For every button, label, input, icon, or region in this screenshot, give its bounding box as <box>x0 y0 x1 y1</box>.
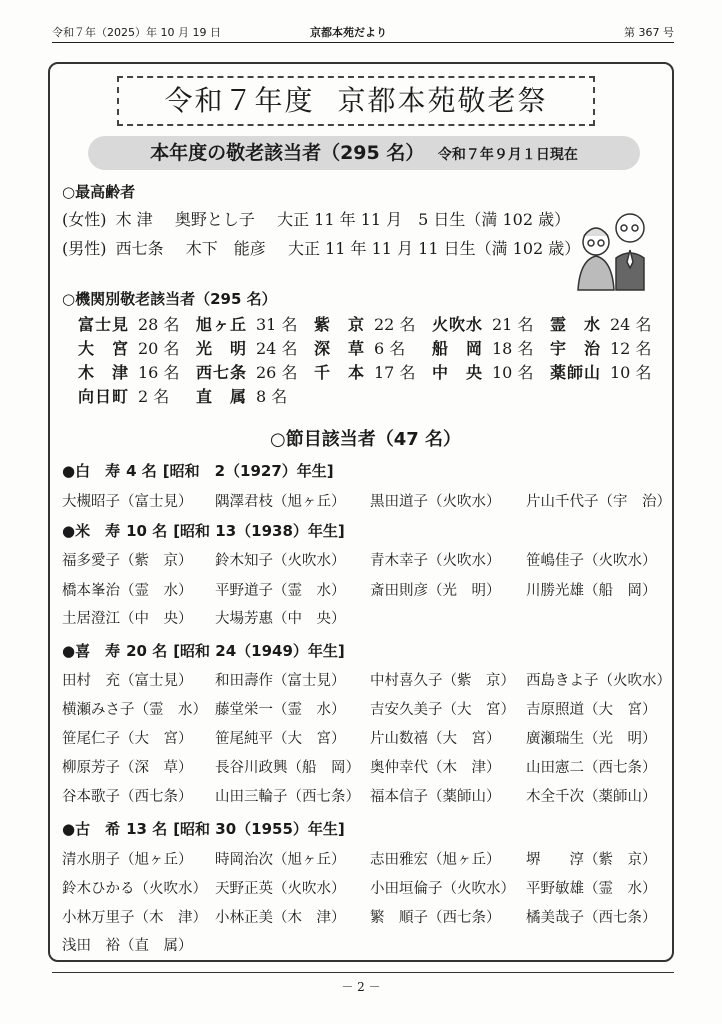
honoree-entry: 志田雅宏（旭ヶ丘） <box>370 852 501 868</box>
subtitle-banner <box>88 136 640 170</box>
branch-name: 宇 治 <box>550 339 602 358</box>
branch-count-item <box>196 336 297 359</box>
branch-name: 火吹水 <box>432 315 484 334</box>
honoree-entry: 小林正美（木 津） <box>215 910 346 926</box>
branch-count: 8 名 <box>256 387 288 406</box>
honoree-entry: 鈴木知子（火吹水） <box>215 553 346 569</box>
honoree-entry: 天野正英（火吹水） <box>215 881 346 897</box>
eldest-female-birth: 大正 11 年 11 月 5 日生（満 102 歳） <box>277 210 571 229</box>
newsletter-title: 京都本苑だより <box>310 26 387 39</box>
branch-count-item <box>78 360 179 383</box>
branch-count-item <box>314 336 405 359</box>
milestone-count: 13 名 <box>126 820 168 838</box>
milestone-group-heading <box>62 460 340 481</box>
eldest-male-branch: 西七条 <box>115 239 164 258</box>
branch-name: 西七条 <box>196 363 248 382</box>
honoree-entry: 柳原芳子（深 草） <box>62 760 193 776</box>
honoree-entry: 片山数禧（大 宮） <box>370 731 501 747</box>
honoree-entry: 笹尾純平（大 宮） <box>215 731 346 747</box>
eldest-female-label: (女性) <box>62 210 107 229</box>
eldest-male-birth: 大正 11 年 11 月 11 日生（満 102 歳） <box>288 239 581 258</box>
honoree-entry: 平野敏雄（霊 水） <box>526 881 657 897</box>
branch-count-item <box>196 312 297 335</box>
branch-name: 紫 京 <box>314 315 366 334</box>
branch-count: 24 名 <box>610 315 652 334</box>
branch-count-item <box>432 312 533 335</box>
honoree-entry: 橋本峯治（霊 水） <box>62 583 193 599</box>
honoree-entry: 西島きよ子（火吹水） <box>526 673 671 689</box>
honoree-entry: 和田壽作（富士見） <box>215 673 346 689</box>
branch-count-item <box>196 360 297 383</box>
subtitle-asof: 令和７年９月１日現在 <box>437 147 578 163</box>
branch-count: 18 名 <box>492 339 534 358</box>
eldest-male-name: 木下 能彦 <box>185 239 266 258</box>
milestone-mark: ●白 寿 <box>62 462 121 480</box>
honoree-entry: 笹嶋佳子（火吹水） <box>526 553 657 569</box>
branch-count-item <box>550 312 651 335</box>
branch-count-item <box>550 360 651 383</box>
honoree-entry: 小田垣倫子（火吹水） <box>370 881 515 897</box>
eldest-female-name: 奥野とし子 <box>174 210 255 229</box>
branch-count: 31 名 <box>256 315 298 334</box>
honoree-entry: 山田三輪子（西七条） <box>215 789 360 805</box>
elderly-couple-illustration <box>572 206 658 292</box>
branch-name: 深 草 <box>314 339 366 358</box>
subtitle-main: 本年度の敬老該当者（295 名） <box>150 142 425 164</box>
honoree-entry: 片山千代子（宇 治） <box>526 494 671 510</box>
branch-count-item <box>314 360 415 383</box>
branch-count: 16 名 <box>138 363 180 382</box>
branch-name: 千 本 <box>314 363 366 382</box>
branch-count-item <box>432 336 533 359</box>
milestone-group-heading <box>62 818 351 839</box>
header-divider <box>52 42 674 43</box>
branch-count-item <box>78 384 169 407</box>
branch-name: 木 津 <box>78 363 130 382</box>
branch-count: 10 名 <box>492 363 534 382</box>
milestone-mark: ●古 希 <box>62 820 121 838</box>
title-event: 京都本苑敬老祭 <box>337 84 548 117</box>
honoree-entry: 橘美哉子（西七条） <box>526 910 657 926</box>
honoree-entry: 斎田則彦（光 明） <box>370 583 501 599</box>
honoree-entry: 時岡治次（旭ヶ丘） <box>215 852 346 868</box>
milestone-year: [昭和 2（1927）年生] <box>162 462 334 480</box>
honoree-entry: 堺 淳（紫 京） <box>526 852 657 868</box>
branch-count: 22 名 <box>374 315 416 334</box>
milestone-count: 20 名 <box>126 642 168 660</box>
milestone-group-heading <box>62 640 351 661</box>
branch-name: 直 属 <box>196 387 248 406</box>
eldest-female-row <box>62 207 570 230</box>
footer-divider <box>52 972 674 973</box>
branch-name: 旭ヶ丘 <box>196 315 248 334</box>
branch-count: 20 名 <box>138 339 180 358</box>
honoree-entry: 廣瀬瑞生（光 明） <box>526 731 657 747</box>
honoree-entry: 木全千次（薬師山） <box>526 789 657 805</box>
page-number: － 2 － <box>341 980 381 994</box>
branch-name: 中 央 <box>432 363 484 382</box>
branch-name: 向日町 <box>78 387 130 406</box>
honoree-entry: 吉原照道（大 宮） <box>526 702 657 718</box>
branch-count-item <box>432 360 533 383</box>
honoree-entry: 福本信子（薬師山） <box>370 789 501 805</box>
branch-count-item <box>78 336 179 359</box>
honoree-entry: 谷本歌子（西七条） <box>62 789 193 805</box>
milestone-year: [昭和 13（1938）年生] <box>173 522 345 540</box>
honoree-entry: 川勝光雄（船 岡） <box>526 583 657 599</box>
branch-name: 霊 水 <box>550 315 602 334</box>
milestone-count: 10 名 <box>126 522 168 540</box>
milestone-mark: ●喜 寿 <box>62 642 121 660</box>
branch-name: 大 宮 <box>78 339 130 358</box>
eldest-male-label: (男性) <box>62 239 107 258</box>
milestone-year: [昭和 30（1955）年生] <box>173 820 345 838</box>
honoree-entry: 藤堂栄一（霊 水） <box>215 702 346 718</box>
branch-name: 富士見 <box>78 315 130 334</box>
honoree-entry: 黒田道子（火吹水） <box>370 494 501 510</box>
honoree-entry: 長谷川政興（船 岡） <box>215 760 360 776</box>
article-title <box>117 76 595 126</box>
branch-count: 26 名 <box>256 363 298 382</box>
eldest-female-branch: 木 津 <box>115 210 153 229</box>
branch-name: 光 明 <box>196 339 248 358</box>
branch-count: 10 名 <box>610 363 652 382</box>
honoree-entry: 土居澄江（中 央） <box>62 611 193 627</box>
honoree-entry: 青木幸子（火吹水） <box>370 553 501 569</box>
page-header <box>52 22 674 40</box>
milestone-mark: ●米 寿 <box>62 522 121 540</box>
milestone-year: [昭和 24（1949）年生] <box>173 642 345 660</box>
branch-count-item <box>550 336 651 359</box>
branch-count: 12 名 <box>610 339 652 358</box>
milestone-group-heading <box>62 520 351 541</box>
honoree-entry: 田村 充（富士見） <box>62 673 193 689</box>
branch-count: 2 名 <box>138 387 170 406</box>
branch-count: 6 名 <box>374 339 406 358</box>
branch-count-item <box>314 312 415 335</box>
honoree-entry: 清水朋子（旭ヶ丘） <box>62 852 193 868</box>
honoree-entry: 奥仲幸代（木 津） <box>370 760 501 776</box>
honoree-entry: 福多愛子（紫 京） <box>62 553 193 569</box>
honoree-entry: 中村喜久子（紫 京） <box>370 673 515 689</box>
eldest-male-row <box>62 236 580 259</box>
honoree-entry: 大槻昭子（富士見） <box>62 494 193 510</box>
honoree-entry: 隅澤君枝（旭ヶ丘） <box>215 494 346 510</box>
issue-number: 第 367 号 <box>624 26 674 39</box>
branch-count: 17 名 <box>374 363 416 382</box>
branches-heading: ○機関別敬老該当者（295 名） <box>62 290 277 308</box>
branch-name: 薬師山 <box>550 363 602 382</box>
branch-count: 21 名 <box>492 315 534 334</box>
issue-date: 令和７年（2025）年 10 月 19 日 <box>52 26 221 39</box>
honoree-entry: 大場芳惠（中 央） <box>215 611 346 627</box>
branch-count: 24 名 <box>256 339 298 358</box>
branch-name: 船 岡 <box>432 339 484 358</box>
branch-count-item <box>78 312 179 335</box>
honoree-entry: 横瀬みさ子（霊 水） <box>62 702 207 718</box>
honoree-entry: 平野道子（霊 水） <box>215 583 346 599</box>
honoree-entry: 山田憲二（西七条） <box>526 760 657 776</box>
honoree-entry: 浅田 裕（直 属） <box>62 938 193 954</box>
milestone-count: 4 名 <box>126 462 157 480</box>
branch-count: 28 名 <box>138 315 180 334</box>
honoree-entry: 吉安久美子（大 宮） <box>370 702 515 718</box>
milestone-heading: ○節目該当者（47 名） <box>270 429 462 450</box>
honoree-entry: 笹尾仁子（大 宮） <box>62 731 193 747</box>
title-year: 令和７年度 <box>164 84 315 117</box>
eldest-heading: ○最高齢者 <box>62 183 136 201</box>
honoree-entry: 小林万里子（木 津） <box>62 910 207 926</box>
branch-count-item <box>196 384 287 407</box>
honoree-entry: 繁 順子（西七条） <box>370 910 501 926</box>
honoree-entry: 鈴木ひかる（火吹水） <box>62 881 207 897</box>
